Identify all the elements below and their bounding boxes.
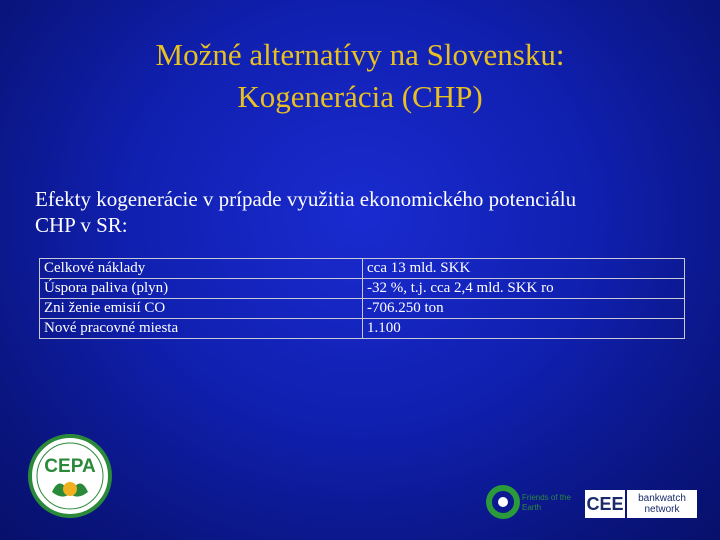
subtitle-line-2: CHP v SR: bbox=[35, 213, 128, 237]
table-row bbox=[40, 299, 685, 319]
slide-title-line-1: Možné alternatívy na Slovensku: bbox=[155, 37, 565, 72]
table-cell-label: Celkové náklady bbox=[40, 259, 363, 279]
table-cell-value: -706.250 ton bbox=[363, 299, 685, 319]
bankwatch-logo-icon bbox=[585, 490, 697, 518]
table-row bbox=[40, 259, 685, 279]
cee-logo-text: CEE bbox=[585, 490, 625, 518]
table-cell-label: Nové pracovné miesta bbox=[40, 319, 363, 339]
bankwatch-logo-text bbox=[627, 490, 697, 518]
friends-logo-line-2: Earth bbox=[522, 503, 542, 512]
slide-title bbox=[0, 34, 720, 118]
friends-of-the-earth-logo-icon bbox=[486, 485, 580, 519]
slide-title-line-2: Kogenerácia (CHP) bbox=[237, 79, 483, 114]
subtitle-line-1: Efekty kogenerácie v prípade využitia ekonomického potenciálu bbox=[35, 187, 577, 211]
cepa-logo-icon bbox=[22, 434, 118, 518]
bankwatch-line-1: bankwatch bbox=[638, 493, 686, 504]
friends-logo-line-1: Friends of the bbox=[522, 493, 571, 502]
slide-subtitle bbox=[35, 186, 675, 238]
table-cell-label: Zni ženie emisií CO bbox=[40, 299, 363, 319]
table-row bbox=[40, 319, 685, 339]
table-cell-label: Úspora paliva (plyn) bbox=[40, 279, 363, 299]
table-cell-value: 1.100 bbox=[363, 319, 685, 339]
table-row bbox=[40, 279, 685, 299]
cepa-logo-text: CEPA bbox=[44, 456, 96, 477]
table-cell-value: -32 %, t.j. cca 2,4 mld. SKK ro bbox=[363, 279, 685, 299]
table-cell-value: cca 13 mld. SKK bbox=[363, 259, 685, 279]
chp-effects-table bbox=[39, 258, 685, 339]
bankwatch-line-2: network bbox=[644, 504, 680, 515]
friends-of-the-earth-text bbox=[522, 493, 571, 513]
